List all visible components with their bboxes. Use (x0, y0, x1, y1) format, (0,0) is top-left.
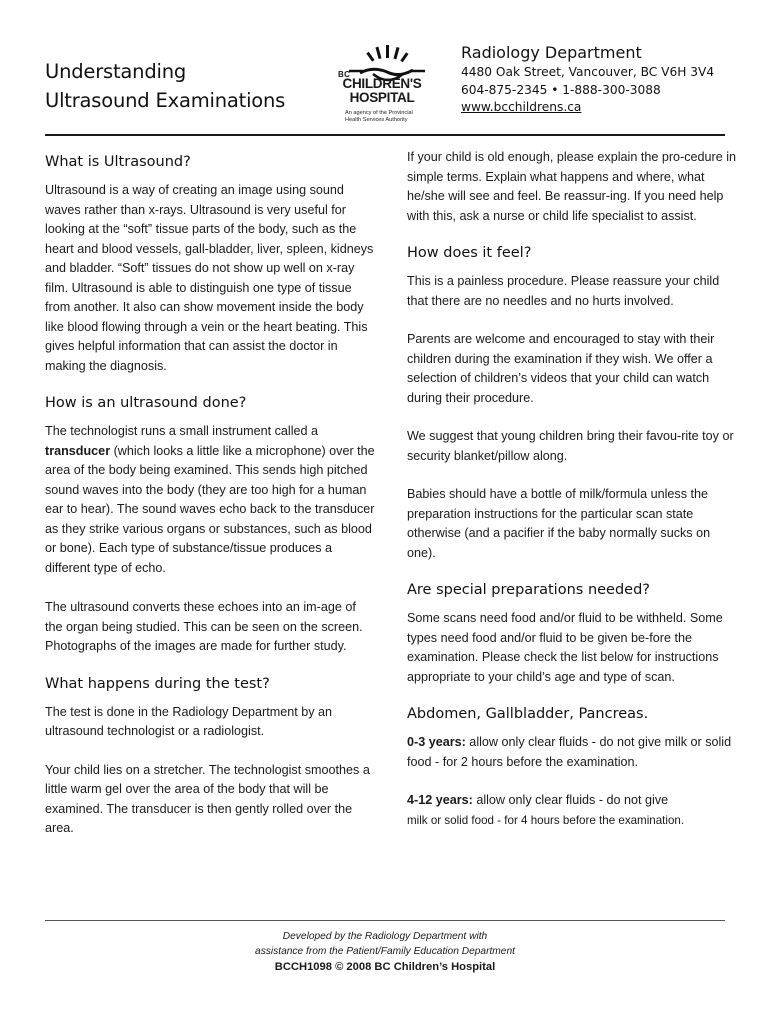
how-does-it-feel-heading: How does it feel? (407, 245, 532, 261)
preparations-paragraph: Some scans need food and/or fluid to be withheld. Some types need food and/or fluid to be given be-fore the examination. Please check the list below for instructions appropriate to your child’s age and type of scan. (407, 611, 723, 684)
feel-paragraph-4: Babies should have a bottle of milk/formula unless the preparation instructions for the particular scan state otherwise (and a pacifier if the baby normally sucks on one). (407, 487, 711, 560)
during-test-paragraph-3: If your child is old enough, please explain the pro-cedure in simple terms. Explain what happens and where, what he/she will see and feel. Be reassur-ing. If you need help with this, ask a nurse or child life specialist to assist. (407, 150, 737, 223)
special-preparations-heading: Are special preparations needed? (407, 582, 650, 598)
feel-paragraph-1: This is a painless procedure. Please reassure your child that there are no needles and no hurts involved. (407, 274, 720, 308)
age-0-3-label: 0-3 years: (407, 735, 466, 749)
left-column (45, 148, 375, 839)
title-line-2: Ultrasound Examinations (45, 89, 286, 112)
bc-childrens-hospital-logo (333, 44, 449, 130)
footer-copyright: BCCH1098 © 2008 BC Children’s Hospital (274, 961, 496, 973)
what-is-ultrasound-heading: What is Ultrasound? (45, 154, 191, 170)
abdomen-gallbladder-pancreas-heading: Abdomen, Gallbladder, Pancreas. (407, 706, 649, 722)
feel-paragraph-2: Parents are welcome and encouraged to stay with their children during the examination if they wish. We offer a selection of children’s videos that your child can watch during their procedure. (407, 332, 715, 405)
what-happens-during-test-heading: What happens during the test? (45, 675, 270, 692)
logo-agency-text (345, 110, 413, 124)
age-4-12-text-b: milk or solid food - for 4 hours before the examination. (407, 813, 685, 827)
how-paragraph-text-a: The technologist runs a small instrument called a (45, 424, 318, 438)
logo-agency-line-1: An agency of the Provincial (345, 110, 413, 116)
title-line-1: Understanding (45, 60, 187, 83)
logo-hospital-name (333, 77, 431, 105)
age-4-12-text-a: allow only clear fluids - do not give (472, 793, 669, 807)
footer-developed-by: Developed by the Radiology Department with (282, 931, 488, 942)
logo-name-line-2: HOSPITAL (349, 90, 415, 105)
feel-paragraph-3: We suggest that young children bring their favou-rite toy or security blanket/pillow along. (407, 429, 734, 463)
age-4-12-instructions (407, 791, 737, 830)
what-is-ultrasound-paragraph: Ultrasound is a way of creating an image using sound waves rather than x-rays. Ultrasound is very useful for looking at the “soft” tissue parts of the body, such as the heart and blood vessels, gall-bladder, liver, spleen, kidneys and bladder. “Soft” tissues do not show up well on x-ray film. Ultrasound is able to distinguish one type of tissue from another. It also can show movement inside the body like blood flowing through a vein or the heart beating. This gives helpful information that can assist the doctor in making the diagnosis. (45, 183, 374, 373)
document-title (45, 57, 285, 115)
how-is-ultrasound-done-heading: How is an ultrasound done? (45, 395, 247, 411)
department-website-link[interactable]: www.bcchildrens.ca (461, 100, 582, 114)
logo-name-line-1: CHILDREN'S (342, 76, 422, 91)
transducer-term: transducer (45, 443, 111, 458)
footer (0, 929, 770, 976)
age-0-3-instructions (407, 733, 737, 772)
footer-assistance: assistance from the Patient/Family Education Department (255, 946, 515, 957)
age-0-3-text: allow only clear fluids - do not give milk or solid food - for 2 hours before the examination. (407, 735, 732, 769)
during-test-paragraph-1: The test is done in the Radiology Department by an ultrasound technologist or a radiologist. (45, 704, 333, 738)
department-contact (461, 42, 714, 117)
how-is-ultrasound-done-paragraph-2: The ultrasound converts these echoes into an im-age of the organ being studied. This can be seen on the screen. Photographs of the images are made for further study. (45, 600, 363, 653)
department-name: Radiology Department (461, 43, 642, 62)
right-column (407, 148, 737, 830)
header-divider (45, 134, 725, 136)
logo-agency-line-2: Health Services Authority (345, 117, 408, 123)
how-paragraph-text-b: (which looks a little like a microphone) over the area of the body being examined. This sends high pitched sound waves into the body (they are too high for a human ear to hear). The sound waves echo back to the transducer as they strike various organs or substances, such as blood or bone). Each type of substance/tissue produces a different type of echo. (45, 443, 375, 575)
during-test-paragraph-2: Your child lies on a stretcher. The technologist smoothes a little warm gel over the area of the body that will be examined. The transducer is then gently rolled over the area. (45, 762, 370, 835)
logo-bc-label: BC (338, 70, 351, 79)
footer-divider (45, 920, 725, 921)
department-address: 4480 Oak Street, Vancouver, BC V6H 3V4 (461, 65, 715, 79)
department-phone: 604-875-2345 • 1-888-300-3088 (461, 82, 661, 97)
how-is-ultrasound-done-paragraph-1 (45, 422, 375, 578)
age-4-12-label: 4-12 years: (407, 793, 473, 807)
